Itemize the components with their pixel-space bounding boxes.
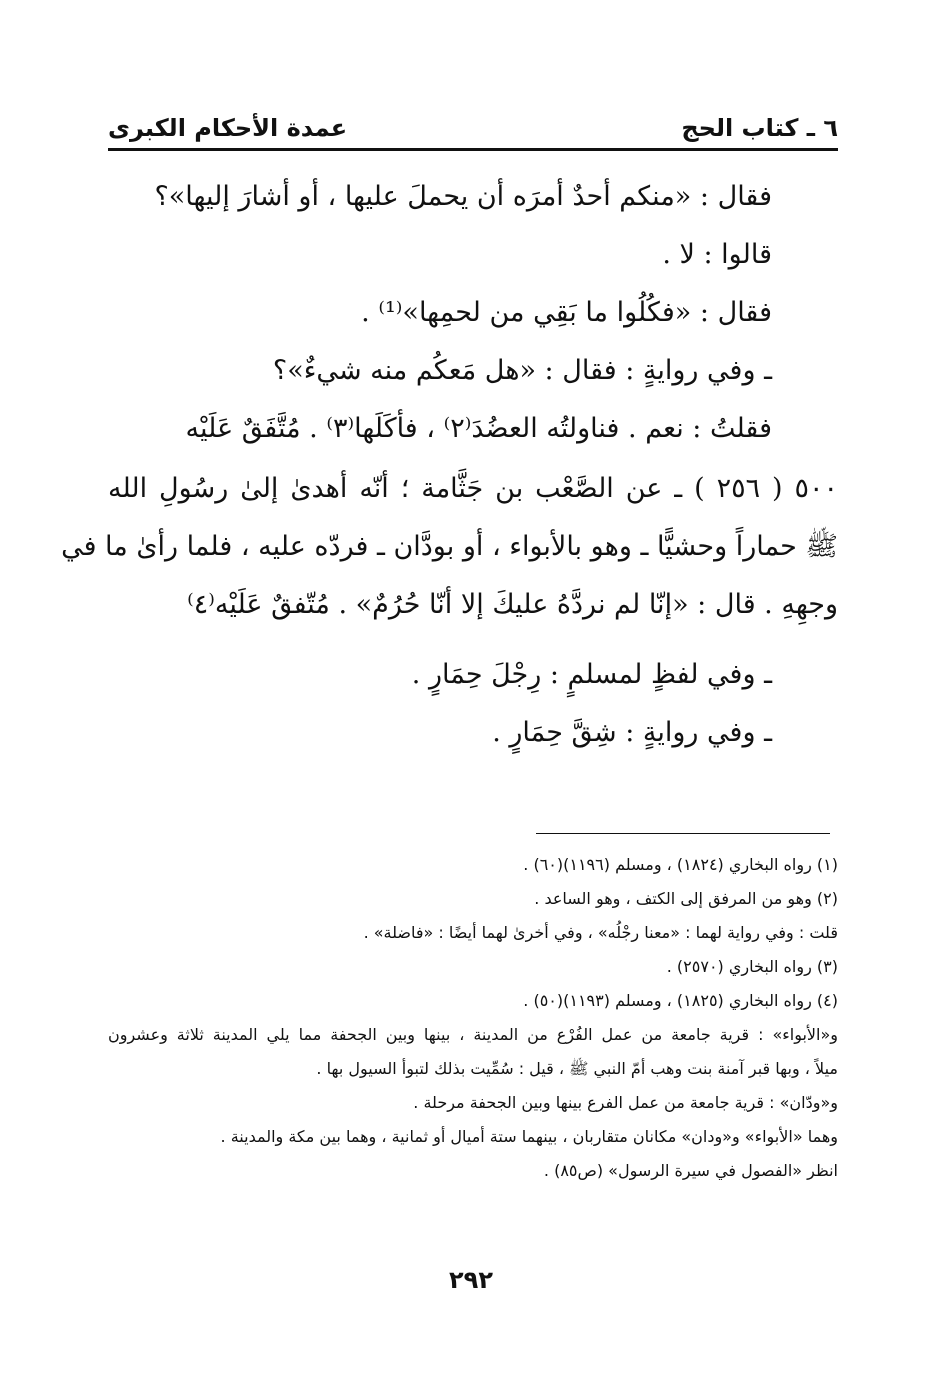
variant-narrations — [108, 646, 772, 762]
page-header — [108, 102, 838, 151]
main-line: فقال : «منكم أحدٌ أمرَه أن يحملَ عليها ، أو أشارَ إليها»؟ — [154, 181, 772, 212]
variant-line: ـ وفي روايةٍ : شِقَّ حِمَارٍ . — [492, 717, 772, 748]
book-title: عمدة الأحكام الكبرى — [108, 114, 348, 142]
footnote-line: و«ودّان» : قرية جامعة من عمل الفرع بينها وبين الجحفة مرحلة . — [413, 1093, 838, 1112]
footnote-line: وهما «الأبواء» و«ودان» مكانان متقاربان ، بينهما ستة أميال أو ثمانية ، وهما بين مكة والمدينة . — [220, 1127, 838, 1146]
footnote-line: (١) رواه البخاري (١٨٢٤) ، ومسلم (١١٩٦)(٦٠) . — [523, 855, 838, 874]
footnotes — [108, 848, 838, 1188]
hadith-line: ٥٠٠ ( ٢٥٦ ) ـ عن الصَّعْب بن جَثَّامة ؛ أنّه أهدىٰ إلىٰ رسُولِ الله — [108, 473, 838, 504]
main-line: فقلتُ : نعم . فناولتُه العضُدَ⁽٢⁾ ، فأكَلَها⁽٣⁾ . مُتَّفَقٌ عَلَيْه — [185, 413, 772, 444]
hadith-paragraph — [61, 460, 838, 634]
main-line: ـ وفي روايةٍ : فقال : «هل مَعكُم منه شيءٌ»؟ — [272, 355, 772, 386]
footnote-line: و«الأبواء» : قرية جامعة من عمل الفُرْع من المدينة ، بينها وبين الجحفة مما يلي المدينة ثلاثة وعشرون — [108, 1025, 838, 1044]
chapter-title: ٦ ـ كتاب الحج — [681, 114, 838, 142]
main-line: قالوا : لا . — [662, 239, 772, 270]
footnote-line: (٤) رواه البخاري (١٨٢٥) ، ومسلم (١١٩٣)(٥٠) . — [523, 991, 838, 1010]
footnote-line: قلت : وفي رواية لهما : «معنا رجْلُه» ، وفي أخرىٰ لهما أيضًا : «فاضلة» . — [363, 923, 838, 942]
footnote-line: (٢) وهو من المرفق إلى الكتف ، وهو الساعد . — [534, 889, 838, 908]
hadith-line: وجهِهِ . قال : «إنّا لم نردَّهُ عليكَ إلا أنّا حُرُمٌ» . مُتّفقٌ عَلَيْه⁽٤⁾ — [187, 589, 838, 620]
main-text — [108, 168, 772, 458]
variant-line: ـ وفي لفظٍ لمسلمٍ : رِجْلَ حِمَارٍ . — [411, 659, 772, 690]
footnote-line: انظر «الفصول في سيرة الرسول» (ص٨٥) . — [543, 1161, 838, 1180]
page-number: ٢٩٢ — [449, 1266, 493, 1294]
footnote-line: (٣) رواه البخاري (٢٥٧٠) . — [666, 957, 838, 976]
footnote-divider — [536, 833, 830, 834]
footnote-line: ميلاً ، وبها قبر آمنة بنت وهب أمّ النبي ﷺ ، قيل : سُمِّيت بذلك لتبوأ السيول بها . — [316, 1059, 838, 1078]
main-line: فقال : «فكُلُوا ما بَقِي من لحمِها»⁽¹⁾ . — [361, 297, 772, 328]
hadith-line: ﷺ حماراً وحشيًّا ـ وهو بالأبواء ، أو بودَّان ـ فردّه عليه ، فلما رأىٰ ما في — [61, 531, 838, 562]
